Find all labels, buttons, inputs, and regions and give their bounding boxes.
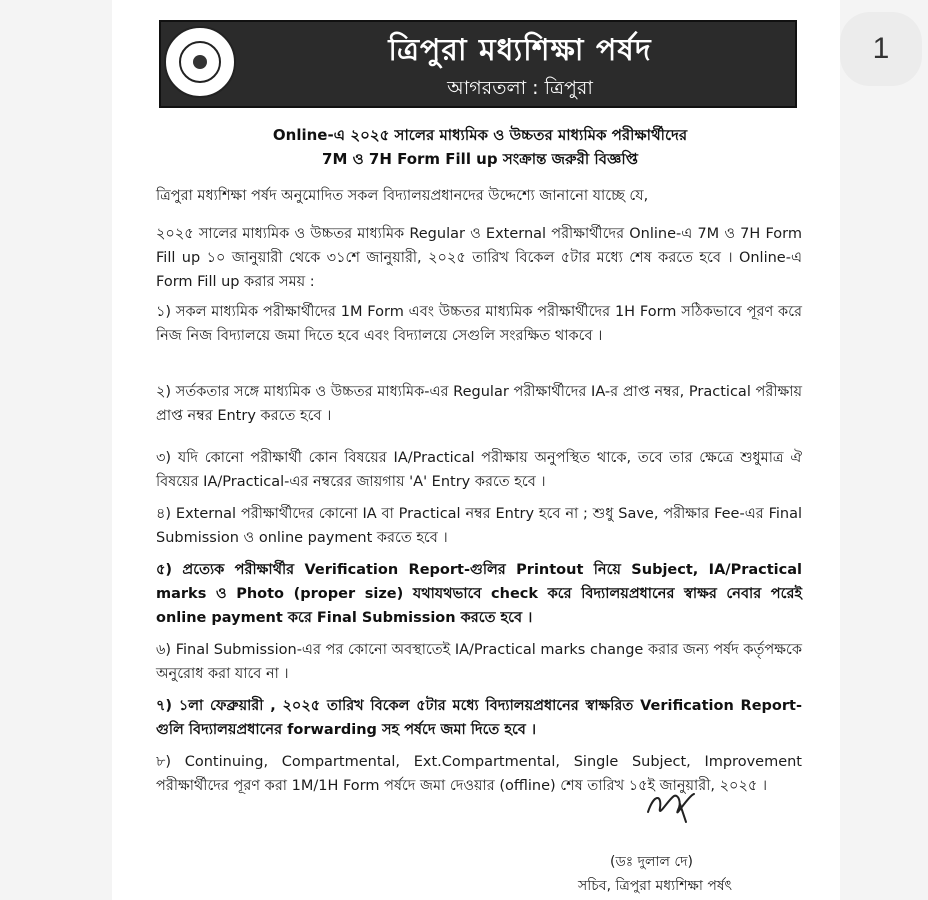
notice-item-8: ৮) Continuing, Compartmental, Ext.Compartmental, Single Subject, Improvement পরীক্ষার্থীদের পূরণ করা 1M/1H Form পর্ষদে জমা দেওয়ার (offline) শেষ তারিখ ১৫ই জানুয়ারী, ২০২৫ । — [156, 754, 802, 794]
page-number-badge: 1 — [840, 12, 922, 86]
board-name: ত্রিপুরা মধ্যশিক্ষা পর্ষদ — [388, 33, 652, 68]
notice-item-7: ৭) ১লা ফেব্রুয়ারী , ২০২৫ তারিখ বিকেল ৫টার মধ্যে বিদ্যালয়প্রধানের স্বাক্ষরিত Verification Report-গুলি বিদ্যালয়প্রধানের forwarding সহ পর্ষদে জমা দিতে হবে । — [156, 698, 802, 738]
notice-title-line-2: 7M ও 7H Form Fill up সংক্রান্ত জরুরী বিজ্ঞপ্তি — [322, 150, 638, 168]
notice-intro: ত্রিপুরা মধ্যশিক্ষা পর্ষদ অনুমোদিত সকল বিদ্যালয়প্রধানদের উদ্দেশ্যে জানানো যাচ্ছে যে, — [156, 188, 649, 204]
notice-main-paragraph: ২০২৫ সালের মাধ্যমিক ও উচ্চতর মাধ্যমিক Regular ও External পরীক্ষার্থীদের Online-এ 7M ও 7H Form Fill up ১০ জানুয়ারী থেকে ৩১শে জানুয়ারী, ২০২৫ তারিখ বিকেল ৫টার মধ্যে শেষ করতে হবে । Online-এ Form Fill up করার সময় : — [156, 226, 802, 290]
notice-title-line-1: Online-এ ২০২৫ সালের মাধ্যমিক ও উচ্চতর মাধ্যমিক পরীক্ষার্থীদের — [272, 126, 688, 144]
seal-ring — [179, 41, 221, 83]
notice-item-6: ৬) Final Submission-এর পর কোনো অবস্থাতেই IA/Practical marks change করার জন্য পর্ষদ কর্তৃপক্ষকে অনুরোধ করা যাবে না । — [156, 642, 802, 682]
signatory-name: (ডঃ দুলাল দে) — [610, 854, 693, 870]
notice-item-2: ২) সর্তকতার সঙ্গে মাধ্যমিক ও উচ্চতর মাধ্যমিক-এর Regular পরীক্ষার্থীদের IA-র প্রাপ্ত নম্বর, Practical পরীক্ষায় প্রাপ্ত নম্বর Entry করতে হবে । — [156, 384, 802, 424]
notice-item-1: ১) সকল মাধ্যমিক পরীক্ষার্থীদের 1M Form এবং উচ্চতর মাধ্যমিক পরীক্ষার্থীদের 1H Form সঠিকভাবে পূরণ করে নিজ নিজ বিদ্যালয়ে জমা দিতে হবে এবং বিদ্যালয়ে সেগুলি সংরক্ষিত থাকবে । — [156, 304, 802, 344]
handwritten-signature — [644, 790, 700, 824]
notice-item-4: ৪) External পরীক্ষার্থীদের কোনো IA বা Practical নম্বর Entry হবে না ; শুধু Save, পরীক্ষার Fee-এর Final Submission ও online payment করতে হবে । — [156, 506, 802, 546]
notice-item-3: ৩) যদি কোনো পরীক্ষার্থী কোন বিষয়ের IA/Practical পরীক্ষায় অনুপস্থিত থাকে, তবে তার ক্ষেত্রে শুধুমাত্র ঐ বিষয়ের IA/Practical-এর নম্বরের জায়গায় 'A' Entry করতে হবে । — [156, 450, 802, 490]
signatory-designation: সচিব, ত্রিপুরা মধ্যশিক্ষা পর্ষৎ — [578, 878, 733, 894]
board-address: আগরতলা : ত্রিপুরা — [447, 77, 593, 99]
board-seal-logo — [164, 26, 236, 98]
notice-item-5: ৫) প্রত্যেক পরীক্ষার্থীর Verification Report-গুলির Printout নিয়ে Subject, IA/Practical marks ও Photo (proper size) যথাযথভাবে check করে বিদ্যালয়প্রধানের স্বাক্ষর নেবার পরেই online payment করে Final Submission করতে হবে । — [156, 562, 802, 626]
seal-emblem — [193, 55, 207, 69]
